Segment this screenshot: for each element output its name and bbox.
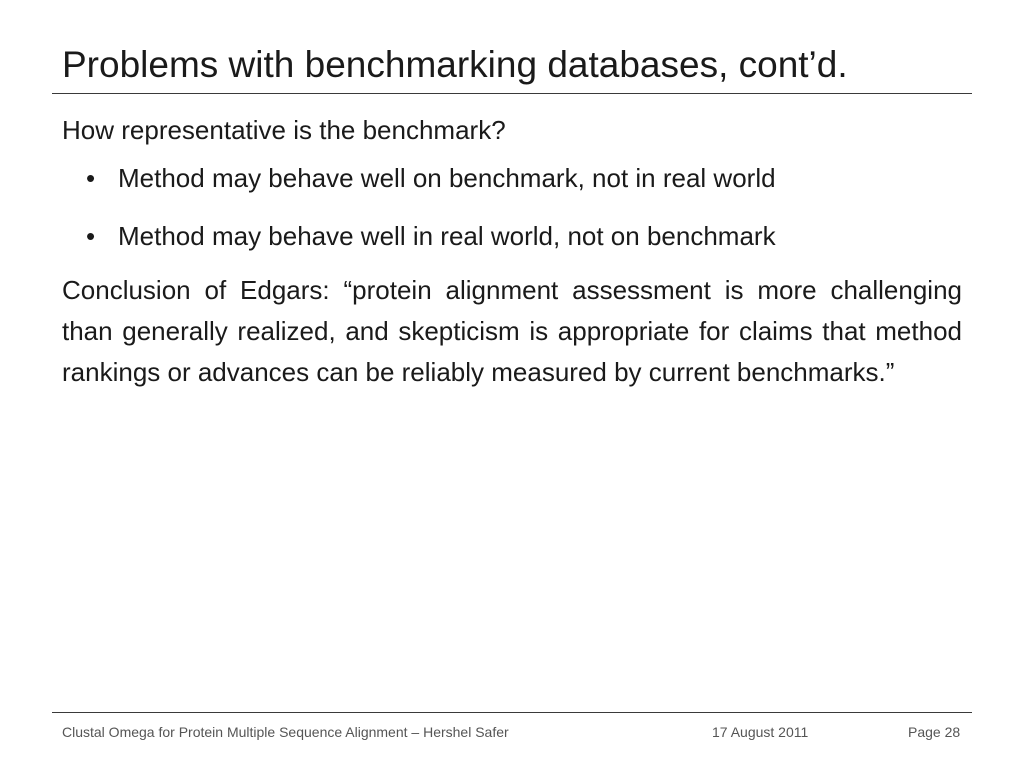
bullet-list xyxy=(62,158,962,256)
footer-date: 17 August 2011 xyxy=(712,724,809,740)
slide-title: Problems with benchmarking databases, cont’d. xyxy=(62,44,848,85)
footer-divider xyxy=(52,712,972,713)
bullet-dot-icon: • xyxy=(86,221,96,251)
intro-question: How representative is the benchmark? xyxy=(62,115,506,145)
footer-page-number: Page 28 xyxy=(908,724,961,740)
footer-presentation-title: Clustal Omega for Protein Multiple Sequence Alignment – Hershel Safer xyxy=(62,724,509,740)
bullet-text: Method may behave well on benchmark, not in real world xyxy=(118,163,776,193)
bullet-item-benchmark xyxy=(62,158,962,198)
bullet-item-real-world xyxy=(62,216,962,256)
title-divider xyxy=(52,93,972,94)
slide-body xyxy=(62,110,962,393)
bullet-dot-icon: • xyxy=(86,163,96,193)
conclusion-paragraph: Conclusion of Edgars: “protein alignment assessment is more challenging than generally realized, and skepticism is appropriate for claims that method rankings or advances can be reliably measured by current benchmarks.” xyxy=(62,275,962,387)
bullet-text: Method may behave well in real world, not on benchmark xyxy=(118,221,776,251)
